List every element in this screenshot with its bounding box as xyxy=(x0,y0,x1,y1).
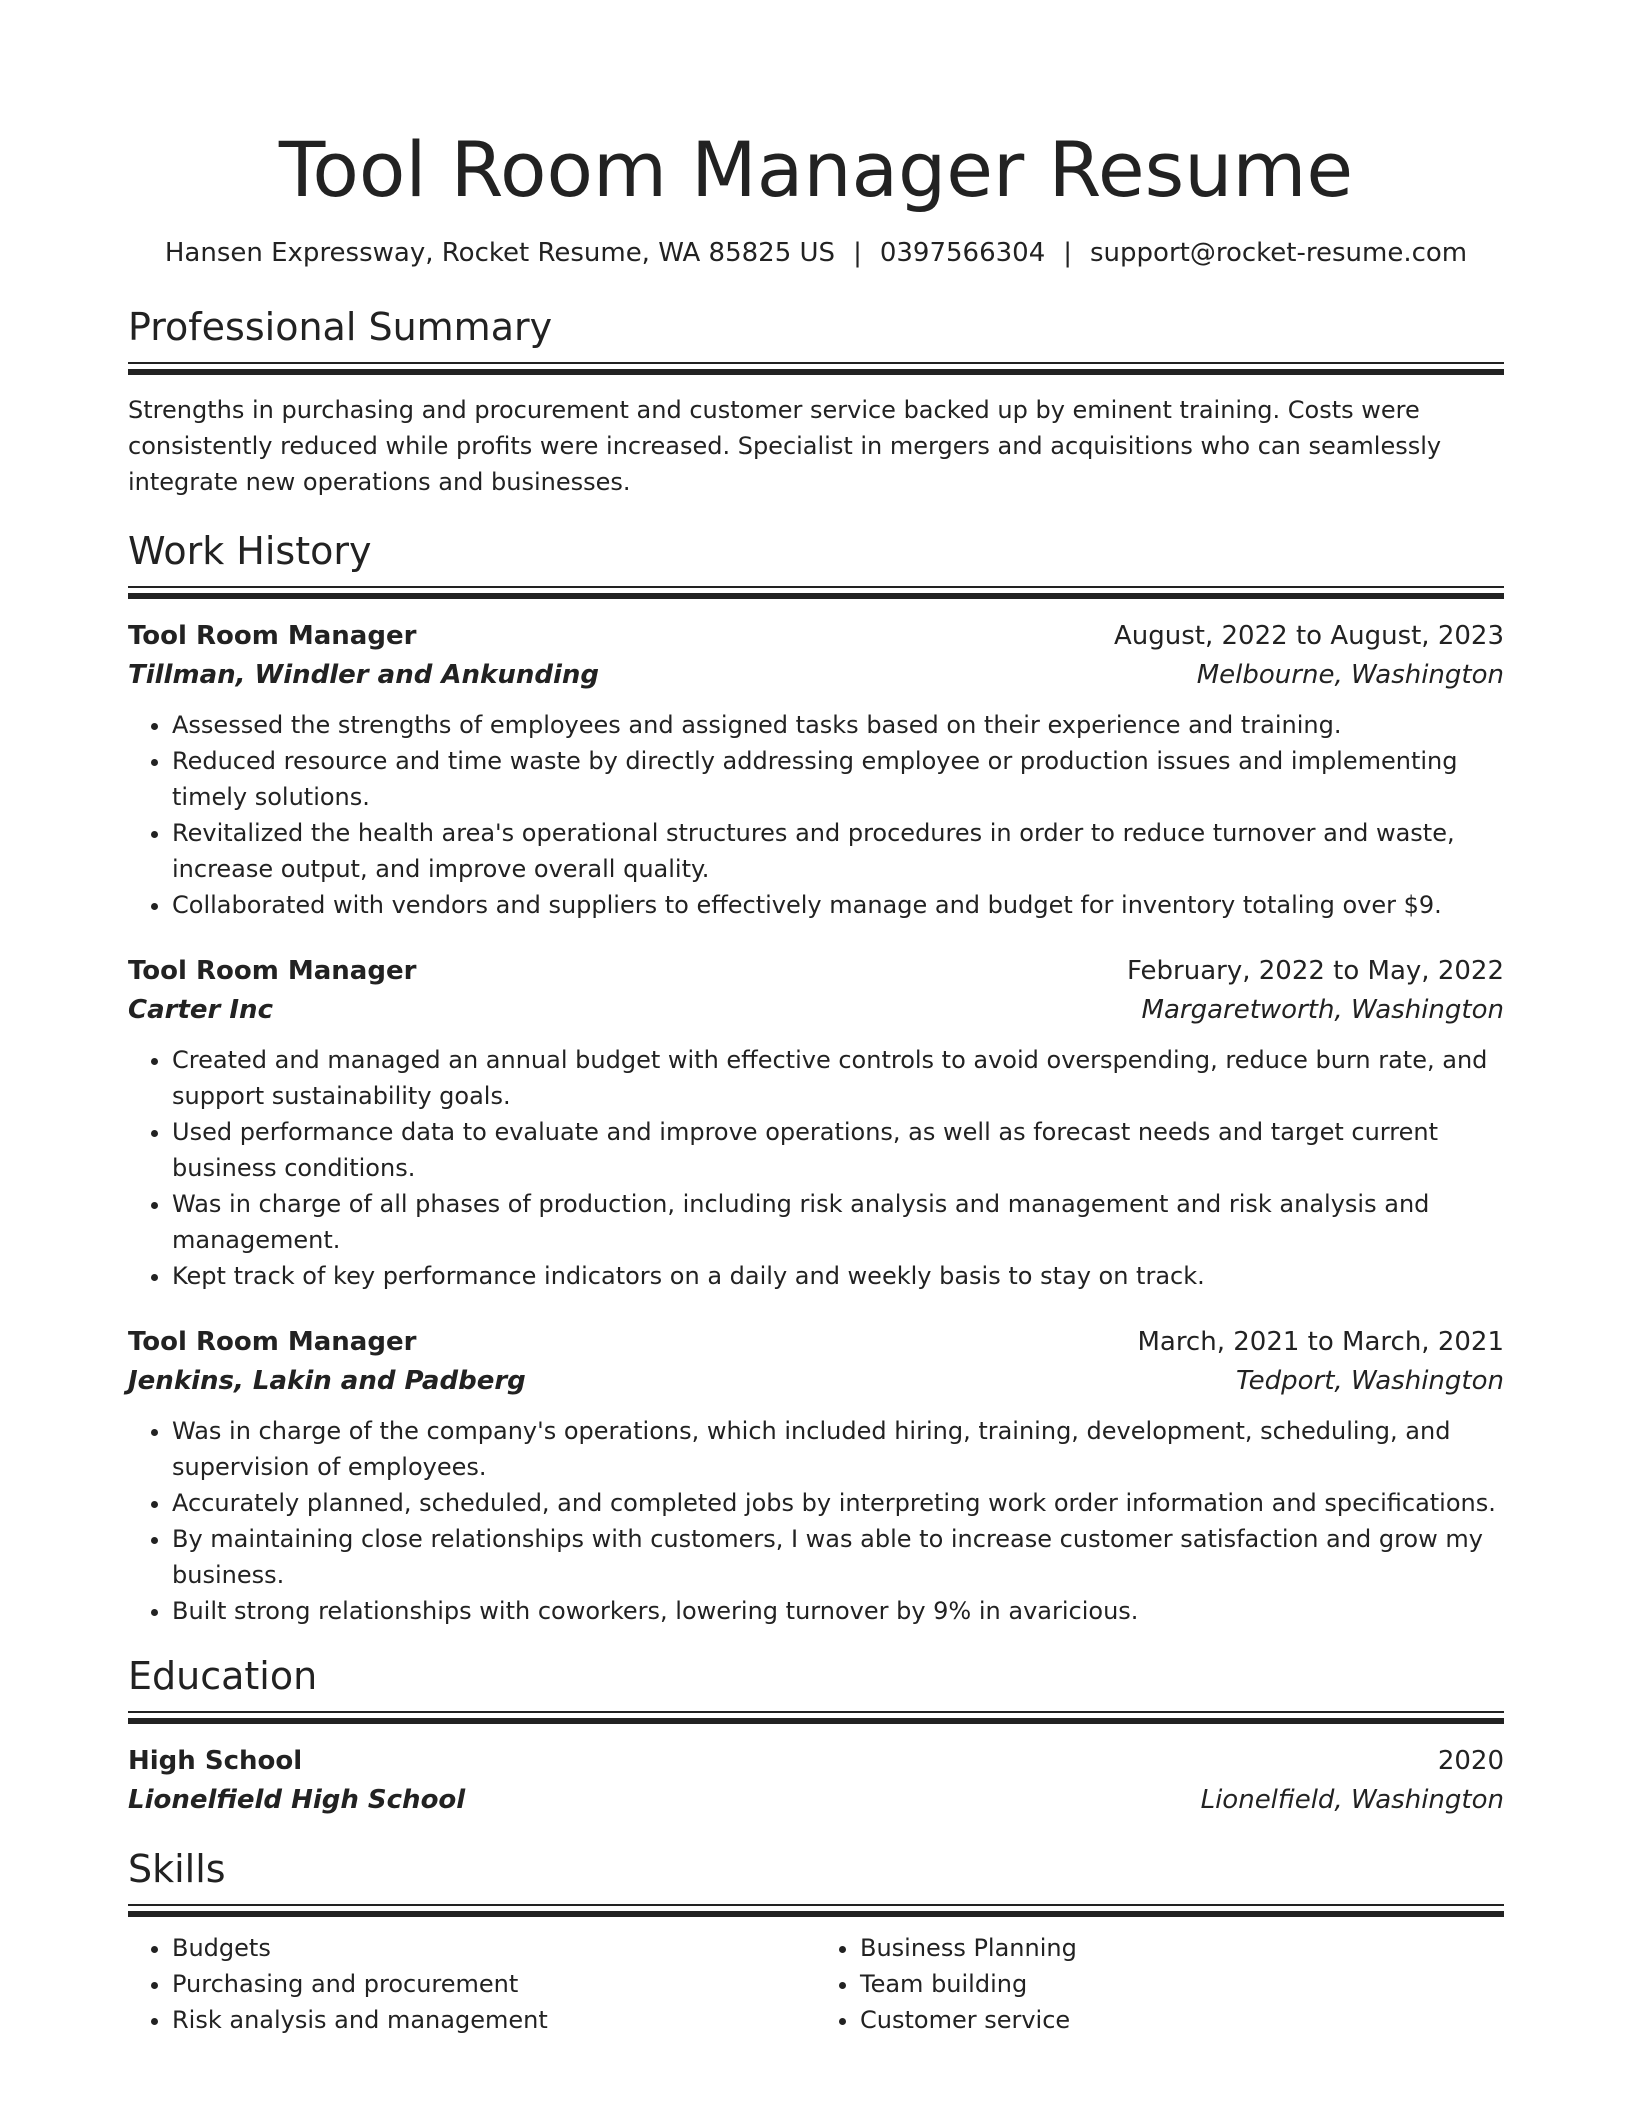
job-entry xyxy=(128,1324,1504,1629)
education-header-row xyxy=(128,1743,1504,1779)
list-item: • Accurately planned, scheduled, and completed jobs by interpreting work order information and specifications. xyxy=(172,1485,1504,1521)
education-school: Lionelfield High School xyxy=(128,1785,466,1815)
skills-heading: Skills xyxy=(128,1847,226,1891)
education-heading: Education xyxy=(128,1654,318,1698)
job-location: Tedport, Washington xyxy=(1235,1366,1504,1396)
skill-item: • Team building xyxy=(860,1966,1504,2002)
summary-text: Strengths in purchasing and procurement and customer service backed up by eminent training. Costs were consistently reduced while profits were increased. Specialist in mergers and acquisitions who can seamlessly integrate new operations and businesses. xyxy=(128,396,1442,496)
job-bullets xyxy=(128,1042,1504,1294)
job-dates: February, 2022 to May, 2022 xyxy=(1127,956,1504,986)
list-item: • Assessed the strengths of employees and assigned tasks based on their experience and training. xyxy=(172,707,1504,743)
skill-item: • Risk analysis and management xyxy=(172,2002,816,2038)
job-entry xyxy=(128,953,1504,1294)
section-divider xyxy=(128,586,1504,598)
education-year: 2020 xyxy=(1437,1746,1504,1776)
list-item: • Was in charge of all phases of production, including risk analysis and management and risk analysis and management. xyxy=(172,1186,1504,1258)
contact-separator: | xyxy=(1063,238,1073,268)
skill-item: • Business Planning xyxy=(860,1930,1504,1966)
list-item: • Revitalized the health area's operational structures and procedures in order to reduce turnover and waste, increase output, and improve overall quality. xyxy=(172,815,1504,887)
list-item: • Collaborated with vendors and suppliers to effectively manage and budget for inventory totaling over $9. xyxy=(172,887,1504,923)
work-heading: Work History xyxy=(128,529,372,573)
contact-separator: | xyxy=(853,238,862,268)
job-title: Tool Room Manager xyxy=(128,956,417,986)
job-company-row xyxy=(128,657,1504,693)
work-section xyxy=(128,528,1504,1629)
contact-address: Hansen Expressway, Rocket Resume, WA 85825 US xyxy=(164,238,836,268)
contact-email: support@rocket-resume.com xyxy=(1090,238,1468,268)
job-header-row xyxy=(128,618,1504,654)
list-item: • Created and managed an annual budget with effective controls to avoid overspending, reduce burn rate, and support sustainability goals. xyxy=(172,1042,1504,1114)
summary-heading: Professional Summary xyxy=(128,305,553,349)
list-item: • Was in charge of the company's operations, which included hiring, training, development, scheduling, and supervision of employees. xyxy=(172,1413,1504,1485)
job-entry xyxy=(128,618,1504,923)
skill-item: • Purchasing and procurement xyxy=(172,1966,816,2002)
job-bullets xyxy=(128,707,1504,923)
education-location: Lionelfield, Washington xyxy=(1200,1785,1504,1815)
section-divider xyxy=(128,1904,1504,1916)
job-bullets xyxy=(128,1413,1504,1629)
list-item: • Built strong relationships with coworkers, lowering turnover by 9% in avaricious. xyxy=(172,1593,1504,1629)
job-title: Tool Room Manager xyxy=(128,1327,417,1357)
education-entry xyxy=(128,1743,1504,1818)
skills-columns xyxy=(128,1916,1504,2038)
skills-left-list xyxy=(128,1930,816,2038)
education-degree: High School xyxy=(128,1746,303,1776)
job-company-row xyxy=(128,1363,1504,1399)
job-dates: August, 2022 to August, 2023 xyxy=(1114,621,1504,651)
job-title: Tool Room Manager xyxy=(128,621,417,651)
job-dates: March, 2021 to March, 2021 xyxy=(1137,1327,1504,1357)
section-divider xyxy=(128,1711,1504,1723)
education-school-row xyxy=(128,1782,1504,1818)
summary-section xyxy=(128,304,1504,500)
skill-item: • Customer service xyxy=(860,2002,1504,2038)
job-company: Tillman, Windler and Ankunding xyxy=(128,660,599,690)
contact-phone: 0397566304 xyxy=(879,238,1046,268)
resume-title: Tool Room Manager Resume xyxy=(278,125,1354,214)
education-section xyxy=(128,1653,1504,1818)
skills-section xyxy=(128,1846,1504,2038)
list-item: • Reduced resource and time waste by directly addressing employee or production issues and implementing timely solutions. xyxy=(172,743,1504,815)
contact-line xyxy=(128,236,1504,270)
skill-item: • Budgets xyxy=(172,1930,816,1966)
list-item: • Used performance data to evaluate and improve operations, as well as forecast needs and target current business conditions. xyxy=(172,1114,1504,1186)
job-company: Carter Inc xyxy=(128,995,273,1025)
job-header-row xyxy=(128,953,1504,989)
list-item: • Kept track of key performance indicators on a daily and weekly basis to stay on track. xyxy=(172,1258,1504,1294)
job-company: Jenkins, Lakin and Padberg xyxy=(128,1366,526,1396)
list-item: • By maintaining close relationships with customers, I was able to increase customer satisfaction and grow my business. xyxy=(172,1521,1504,1593)
job-location: Margaretworth, Washington xyxy=(1141,995,1504,1025)
section-divider xyxy=(128,362,1504,374)
job-header-row xyxy=(128,1324,1504,1360)
job-location: Melbourne, Washington xyxy=(1196,660,1504,690)
skills-right-list xyxy=(816,1930,1504,2038)
job-company-row xyxy=(128,992,1504,1028)
